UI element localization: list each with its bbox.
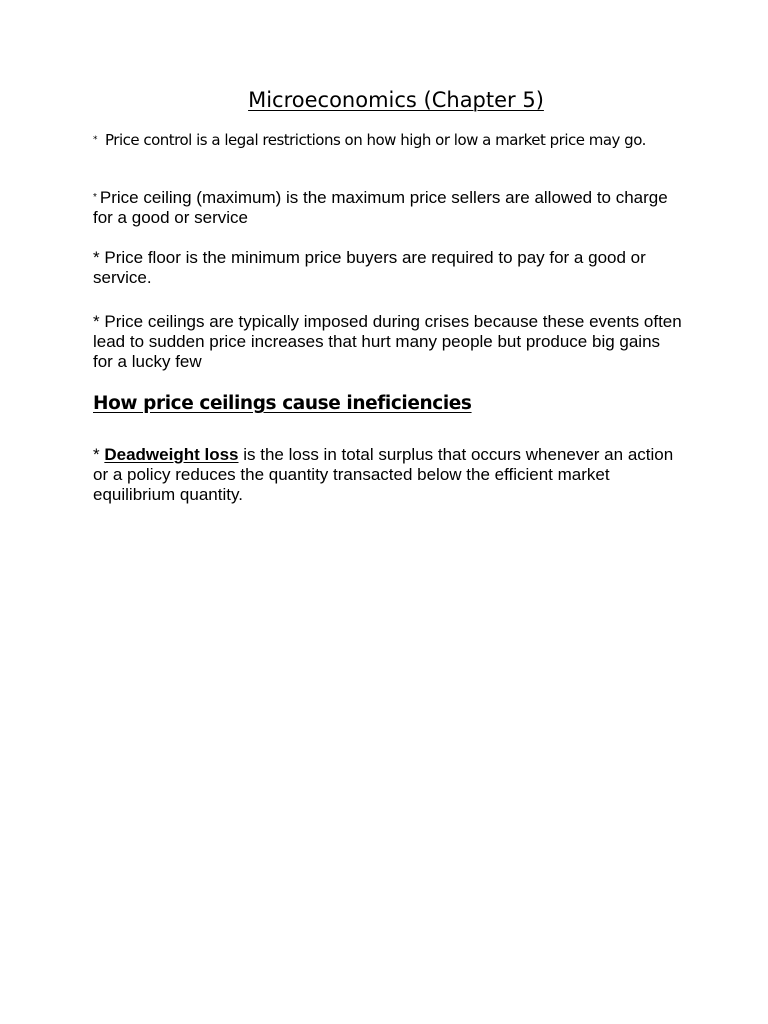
paragraph-text: Price control is a legal restrictions on how high or low a market price may go.	[105, 131, 646, 149]
paragraph-price-ceilings-crises	[93, 312, 683, 372]
bullet-marker: *	[93, 192, 97, 203]
paragraph-text: Price ceilings are typically imposed during crises because these events often lead to sudden price increases that hurt many people but produce big gains for a lucky few	[93, 312, 682, 371]
paragraph-text: Price floor is the minimum price buyers are required to pay for a good or service.	[93, 248, 646, 287]
paragraph-price-ceiling	[93, 188, 683, 228]
bullet-marker: *	[93, 248, 100, 267]
bullet-marker: *	[93, 445, 100, 464]
document-title: Microeconomics (Chapter 5)	[248, 88, 544, 112]
section-heading: How price ceilings cause ineficiencies	[93, 393, 472, 414]
paragraph-deadweight-loss	[93, 445, 683, 505]
bullet-marker: *	[93, 135, 97, 145]
defined-term: Deadweight loss	[104, 445, 239, 464]
definition-text: is the loss in total surplus that occurs whenever an action or a policy reduces the quantity transacted below the efficient market equilibrium quantity.	[93, 445, 674, 504]
paragraph-text: Price ceiling (maximum) is the maximum price sellers are allowed to charge for a good or service	[93, 188, 668, 227]
paragraph-price-control	[93, 130, 683, 150]
bullet-marker: *	[93, 312, 100, 331]
paragraph-price-floor	[93, 248, 683, 288]
